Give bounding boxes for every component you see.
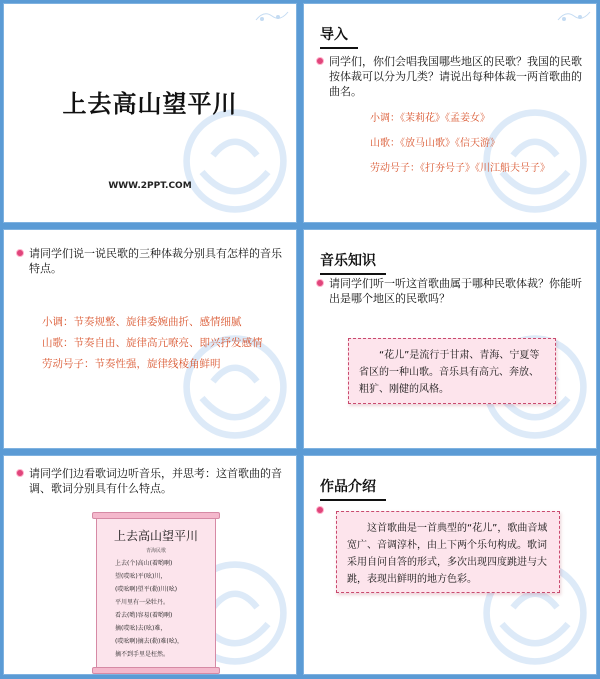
bullet-item bbox=[316, 503, 326, 514]
slide-heading: 音乐知识 bbox=[320, 250, 376, 273]
point-haozi: 劳动号子：节奏性强，旋律线棱角鲜明 bbox=[42, 358, 221, 370]
bullet-text: 请同学们边看歌词边听音乐，并思考：这首歌曲的音调、歌词分别具有什么特点。 bbox=[29, 467, 282, 495]
point-shange: 山歌：节奏自由、旋律高亢嘹亮、即兴抒发感情 bbox=[42, 337, 263, 349]
scroll-subtitle: 青海民歌 bbox=[145, 548, 166, 554]
lyric-line: 平川里有一朵牡丹。 bbox=[115, 599, 170, 606]
work-intro-box: 这首歌曲是一首典型的“花儿”，歌曲音域宽广、音调淳朴，由上下两个乐句构成。歌词采用自问自答的形式，多次出现四度跳进与大跳，表现出鲜明的地方色彩。 bbox=[336, 511, 560, 593]
slide-intro[interactable] bbox=[303, 3, 597, 223]
lyric-line: (哎吆啊)望平(勒)川(吆) bbox=[115, 586, 178, 593]
music-notes-icon bbox=[254, 8, 290, 24]
lyrics-scroll bbox=[96, 516, 216, 670]
bullet-item bbox=[16, 466, 284, 496]
cover-url: WWW.2PPT.COM bbox=[108, 181, 192, 191]
hands-logo-watermark-icon bbox=[180, 106, 290, 216]
slide-cover[interactable] bbox=[3, 3, 297, 223]
example-shange: 山歌：《放马山歌》《信天游》 bbox=[370, 138, 500, 149]
bullet-dot-icon bbox=[16, 469, 24, 477]
bullet-dot-icon bbox=[316, 506, 324, 514]
bullet-item bbox=[316, 276, 584, 306]
scroll-title: 上去高山望平川 bbox=[113, 529, 198, 543]
knowledge-box: “花儿”是流行于甘肃、青海、宁夏等省区的一种山歌。音乐具有高亢、奔放、粗犷、刚健的风格。 bbox=[348, 338, 556, 404]
lyric-line: 摘(哎吆)去(吆)难， bbox=[115, 625, 167, 632]
hands-logo-watermark-icon bbox=[480, 106, 590, 216]
lyric-line: 看去(哟)容易(着哟啊) bbox=[115, 612, 173, 619]
bullet-text: 同学们，你们会唱我国哪些地区的民歌？我国的民歌按体裁可以分为几类？请说出每种体裁一两首歌曲的曲名。 bbox=[329, 55, 582, 98]
slide-work-intro[interactable] bbox=[303, 455, 597, 675]
slide-lyrics[interactable] bbox=[3, 455, 297, 675]
point-xiaodiao: 小调：节奏规整、旋律委婉曲折、感情细腻 bbox=[42, 316, 242, 328]
slide-music-knowledge[interactable] bbox=[303, 229, 597, 449]
example-haozi: 劳动号子：《打夯号子》《川江船夫号子》 bbox=[370, 163, 550, 174]
bullet-item bbox=[16, 246, 284, 276]
lyric-line: 摘不到手里是枉然。 bbox=[115, 651, 170, 658]
slide-heading: 作品介绍 bbox=[320, 476, 376, 499]
bullet-dot-icon bbox=[316, 57, 324, 65]
example-xiaodiao: 小调：《茉莉花》《孟姜女》 bbox=[370, 113, 490, 124]
bullet-dot-icon bbox=[316, 279, 324, 287]
bullet-text: 请同学们说一说民歌的三种体裁分别具有怎样的音乐特点。 bbox=[29, 247, 282, 275]
lyrics-list bbox=[115, 557, 211, 661]
cover-title: 上去高山望平川 bbox=[62, 90, 238, 118]
lyric-line: (哎吆啊)摘去(勒)难(吆)， bbox=[115, 638, 184, 645]
lyric-line: 上去(个)高山(着哟啊) bbox=[115, 560, 173, 567]
bullet-dot-icon bbox=[16, 249, 24, 257]
music-notes-icon bbox=[556, 8, 592, 24]
slide-heading: 导入 bbox=[320, 24, 348, 47]
slide-characteristics[interactable] bbox=[3, 229, 297, 449]
bullet-text: 请同学们听一听这首歌曲属于哪种民歌体裁？你能听出是哪个地区的民歌吗？ bbox=[329, 277, 582, 305]
bullet-item bbox=[316, 54, 584, 99]
lyric-line: 望(哎吆)平(吆)川， bbox=[115, 573, 167, 580]
